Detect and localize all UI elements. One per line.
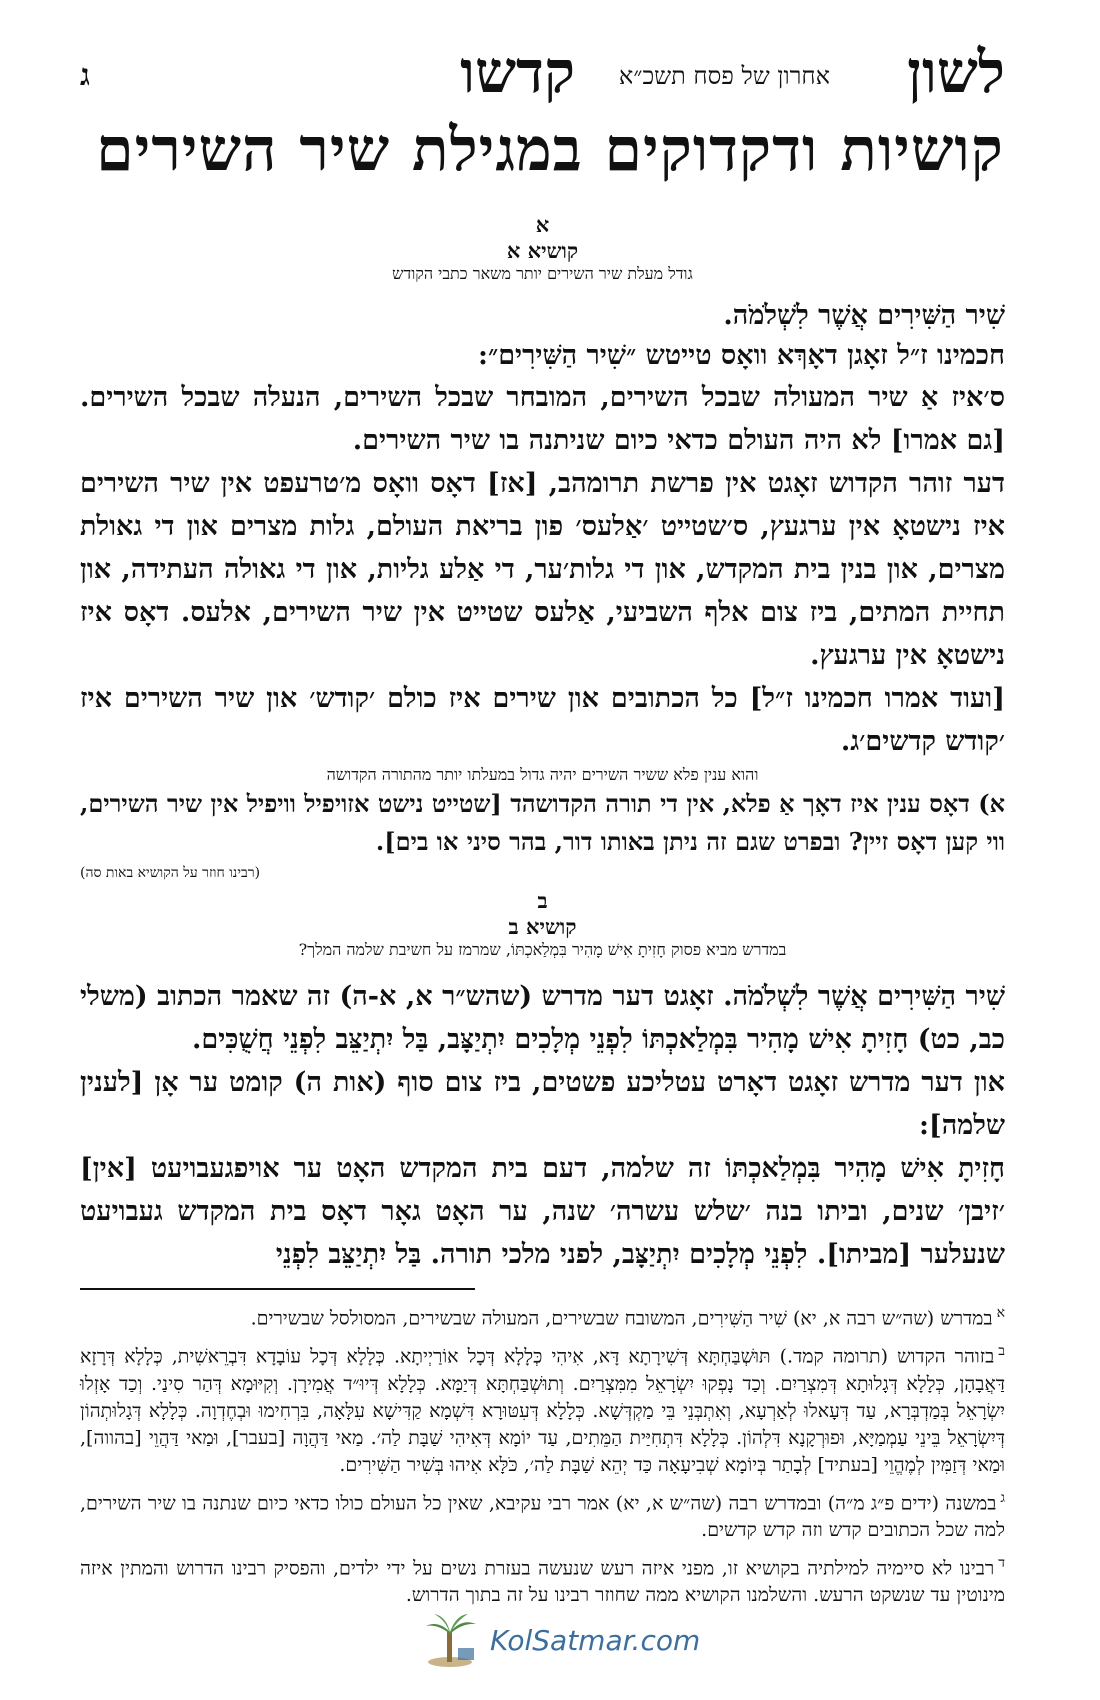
footnote-mark: ב — [998, 1343, 1005, 1360]
section-a-label: קושיא א — [506, 238, 579, 263]
footnote-text: במדרש (שה״ש רבה א, יא) שִׁיר הַשִּׁירִים, המשובח שבשירים, המעולה שבשירים, המסולסל שבשירים. — [250, 1307, 993, 1330]
paragraph: ס׳איז אַ שיר המעולה שבכל השירים, המובחר שבכל השירים, הנעלה שבכל השירים. [גם אמרו] לא היה העולם כדאי כיום שניתנה בו שיר השירים. — [80, 382, 1005, 456]
paragraph: און דער מדרש זאָגט דאָרט עטליכע פשטים, ביז צום סוף (אות ה) קומט ער אָן [לענין שלמה]: — [80, 1067, 1005, 1141]
section-b-label: קושיא ב — [508, 914, 577, 939]
page-header — [80, 38, 1005, 108]
palm-tree-icon — [420, 1610, 480, 1670]
footnote-mark: ג — [1000, 1489, 1005, 1506]
section-b-letter: ב — [537, 888, 548, 913]
header-date: אחרון של פסח תשכ״א — [618, 62, 830, 90]
section-b-subtitle: במדרש מביא פסוק חָזִיתָ אִישׁ מָהִיר בִּמְלַאכְתּוֹ, שמרמז על חשיבת שלמה המלך? — [298, 940, 787, 959]
footnote-text: במשנה (ידים פ״ג מ״ה) ובמדרש רבה (שה״ש א, יא) אמר רבי עקיבא, שאין כל העולם כולו כדאי כיום שנתנה בו שיר השירים, למה שכל הכתובים קדש וזה קדש קדשים. — [80, 1491, 1005, 1541]
sages-line: חכמינו ז״ל זאָגן דאָךְא וואָס טייטש ״שִׁיר הַשִּׁירִים״: — [477, 340, 1005, 371]
section-b-heading — [80, 888, 1005, 960]
footnote — [80, 1300, 1005, 1332]
page-title: קושיות ודקדוקים במגילת שיר השירים — [96, 115, 1004, 185]
paragraph: שִׁיר הַשִּׁירִים אֲשֶׁר לִשְׁלֹמֹה. זאָגט דער מדרש (שהש״ר א, א-ה) זה שאמר הכתוב (משלי כב, כט) חָזִיתָ אִישׁ מָהִיר בִּמְלַאכְתּוֹ לִפְנֵי מְלָכִים יִתְיַצָּב, בַּל יִתְיַצֵּב לִפְנֵי חֲשֻׁכִּים. — [80, 981, 1005, 1055]
footnote-mark: א — [996, 1305, 1005, 1321]
footnote-text: רבינו לא סיימיה למילתיה בקושיא זו, מפני איזה רעש שנעשה בעזרת נשים על ידי ילדים, והפסיק רבינו הדרוש והמתין איזה מינוטין עד שנשקט הרעש. והשלמנו הקושיא ממה שחוזר רבינו על זה בתוך הדרוש. — [80, 1557, 1005, 1607]
brand-lashon: לשון — [907, 38, 1005, 106]
paragraph: דער זוהר הקדוש זאָגט אין פרשת תרומהב, [אז] דאָס וואָס מ׳טרעפט אין שיר השירים איז נישטאָ אין ערגעץ, ס׳שטייט ׳אַלעס׳ פון בריאת העולם, גלות מצרים און די גאולת מצרים, און בנין בית המקדש, און די גלות׳ער, די אַלע גליות, און די גאולה העתידה, און תחיית המתים, ביז צום אלף השביעי, אַלעס שטייט אין שיר השירים, אלעס. דאָס איז נישטאָ אין ערגעץ. — [80, 468, 1005, 671]
footnote-divider — [80, 1288, 475, 1290]
footnote — [80, 1550, 1005, 1609]
footnote — [80, 1485, 1005, 1544]
section-a-subtitle: גודל מעלת שיר השירים יותר משאר כתבי הקודש — [392, 264, 693, 283]
section-a-letter: א — [535, 212, 550, 237]
page-number: ג — [80, 58, 90, 93]
brand-kodsho: קדשו — [460, 38, 575, 106]
footnote-text: בזוהר הקדוש (תרומה קמד.) תּוּשְׁבַּחְתָּא דְּשִׁירָתָא דָּא, אִיהִי כְּלָלָא דְּכָל אוֹרַיְיתָא. כְּלָלָא דְּכָל עוֹבָדָא דִּבְרֵאשִׁית, כְּלָלָא דְּרָזָא דַּאֲבָהָן, כְּלָלָא דְּגָלוּתָא דְּמִצְרַיִם. וְכַד נָפְקוּ יִשְׂרָאֵל מִמִּצְרַיִם. וְתוּשְׁבַּחְתָּא דְּיַמָּא. כְּלָלָא דְּיוּ״ד אֲמִירָן. וְקִיּוּמָא דְּהַר סִינַי. וְכַד אָזְלוּ יִשְׂרָאֵל בְּמַדְבְּרָא, עַד דְּעָאלוּ לְאַרְעָא, וְאִתְבְּנֵי בֵּי מַקְדְּשָׁא. כְּלָלָא דְּעִטּוּרָא דִּשְׁמָא קַדִּישָׁא עִלָּאָה, בִּרְחִימוּ וּבְחֶדְוָה. כְּלָלָא דְּגָלוּתְהוֹן דְּיִשְׂרָאֵל בֵּינֵי עַמְמַיָּא, וּפוּרְקָנָא דִּלְהוֹן. כְּלָלָא דִּתְחִיַּית הַמֵּתִים, עַד יוֹמָא דְּאִיהִי שַׁבָּת לַה׳. מַאי דַּהֲוָה [בעבר], וּמַאי דַּהֲוֵי [בהווה], וּמַאי דְּזַמִּין לְמֶהֱוֵי [בעתיד] לְבָתַר בְּיוֹמָא שְׁבִיעָאָה כַּד יְהֵא שַׁבָּת לַה׳, כֹּלָּא אִיהוּ בְּשִׁיר הַשִּׁירִים. — [80, 1345, 1005, 1476]
reference-note: (רבינו חוזר על הקושיא באות סה) — [80, 865, 261, 881]
footnotes — [80, 1300, 1005, 1609]
section-a-subnote: והוא ענין פלא ששיר השירים יהיה גדול במעלתו יותר מהתורה הקדושה — [326, 765, 759, 784]
footnote-mark: ד — [998, 1554, 1005, 1571]
paragraph: חָזִיתָ אִישׁ מָהִיר בִּמְלַאכְתּוֹ זה שלמה, דעם בית המקדש האָט ער אויפגעבויעט [אין] ׳זיבן׳ שנים, וביתו בנה ׳שלש עשרה׳ שנה, ער האָט גאָר דאָס בית המקדש געבויעט שנעלער [מביתו]. לִפְנֵי מְלָכִים יִתְיַצָּב, לפני מלכי תורה. בַּל יִתְיַצֵּב לִפְנֵי — [80, 1153, 1005, 1270]
logo-text: KolSatmar.com — [490, 1624, 701, 1657]
section-a-body — [80, 296, 1005, 882]
kolsatmar-logo — [420, 1610, 701, 1670]
section-a-heading — [80, 212, 1005, 284]
verse-line: שִׁיר הַשִּׁירִים אֲשֶׁר לִשְׁלֹמֹה. — [723, 300, 1005, 331]
section-b-body — [80, 975, 1005, 1276]
paragraph: א) דאָס ענין איז דאָך אַ פלא, אין די תורה הקדושהד [שטייט נישט אזויפיל וויפיל אין שיר השירים, ווי קען דאָס זיין? ובפרט שגם זה ניתן באותו דור, בהר סיני או בים]. — [80, 789, 1005, 856]
footnote — [80, 1338, 1005, 1478]
paragraph: [ועוד אמרו חכמינו ז״ל] כל הכתובים און שירים איז כולם ׳קודש׳ און שיר השירים איז ׳קודש קדשים׳ג. — [80, 683, 1005, 757]
